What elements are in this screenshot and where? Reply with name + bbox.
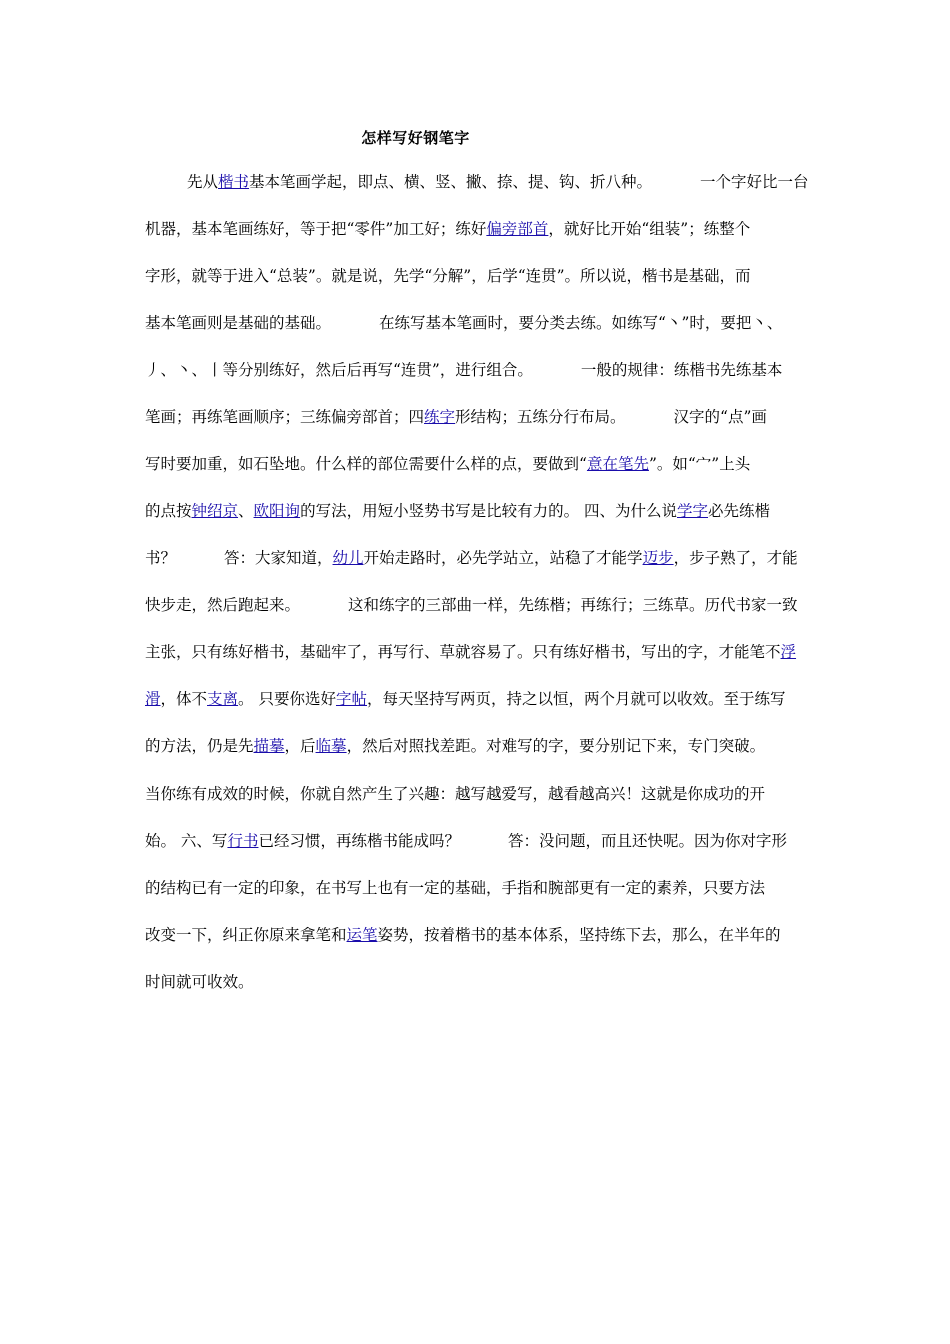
link-yizaibixian[interactable]: 意在笔先 — [586, 455, 649, 473]
paragraph-line — [145, 265, 815, 287]
link-xingshu[interactable]: 行书 — [227, 832, 259, 850]
text: ，后 — [284, 737, 316, 755]
link-ouyangxun[interactable]: 欧阳询 — [253, 502, 301, 520]
text: 基本笔画学起，即点、横、竖、撇、捺、提、钩、折八种。 — [249, 173, 653, 191]
text: 汉字的“点”画 — [673, 408, 767, 426]
text: 的结构已有一定的印象，在书写上也有一定的基础，手指和腕部更有一定的素养，只要方法 — [145, 879, 766, 897]
text: ，然后对照找差距。对难写的字，要分别记下来，专门突破。 — [346, 737, 766, 755]
link-fuhua[interactable]: 浮 — [780, 643, 797, 661]
text: 形结构；五练分行布局。 — [455, 408, 626, 426]
text: 的点按 — [145, 502, 192, 520]
link-linmo[interactable]: 临摹 — [315, 737, 347, 755]
text: ，步子熟了，才能 — [673, 549, 798, 567]
text: 。 只要你选好 — [238, 690, 336, 708]
text: 时间就可收效。 — [145, 973, 254, 991]
paragraph-line — [145, 783, 815, 805]
text: 主张，只有练好楷书，基础牢了，再写行、草就容易了。只有练好楷书，写出的字，才能笔不 — [145, 643, 781, 661]
paragraph-line — [145, 688, 815, 710]
link-pianpang-bushou[interactable]: 偏旁部首 — [486, 220, 549, 238]
paragraph-line — [145, 547, 815, 569]
text: 姿势，按着楷书的基本体系，坚持练下去，那么，在半年的 — [377, 926, 781, 944]
text: 基本笔画则是基础的基础。 — [145, 314, 332, 332]
text: 的方法，仍是先 — [145, 737, 254, 755]
link-xuezi[interactable]: 学字 — [677, 502, 709, 520]
text: ”。如“宀”上头 — [648, 455, 751, 473]
paragraph-line — [145, 406, 815, 428]
text: 这和练字的三部曲一样，先练楷；再练行；三练草。历代书家一致 — [348, 596, 798, 614]
link-kaishu[interactable]: 楷书 — [218, 173, 250, 191]
text: 丿、丶、丨等分别练好，然后后再写“连贯”，进行组合。 — [145, 361, 533, 379]
text: 开始走路时，必先学站立，站稳了才能学 — [363, 549, 643, 567]
text: 先从 — [187, 173, 219, 191]
paragraph-line — [145, 500, 815, 522]
paragraph-line — [145, 641, 815, 663]
text: ，每天坚持写两页，持之以恒，两个月就可以收效。至于练写 — [367, 690, 786, 708]
link-yunbi[interactable]: 运笔 — [346, 926, 378, 944]
text: 机器，基本笔画练好，等于把“零件”加工好；练好 — [145, 220, 487, 238]
text: 必先练楷 — [708, 502, 771, 520]
text: 答：大家知道， — [224, 549, 333, 567]
paragraph-line — [145, 312, 815, 334]
text: 快步走，然后跑起来。 — [145, 596, 301, 614]
link-miaomo[interactable]: 描摹 — [253, 737, 285, 755]
text: 在练写基本笔画时，要分类去练。如练写“丶”时，要把丶、 — [379, 314, 783, 332]
link-zhili[interactable]: 支离 — [207, 690, 239, 708]
paragraph-line — [145, 877, 815, 899]
link-lianzi[interactable]: 练字 — [424, 408, 456, 426]
link-fuhua-cont[interactable]: 滑 — [145, 690, 161, 708]
text: 笔画；再练笔画顺序；三练偏旁部首；四 — [145, 408, 425, 426]
paragraph-line — [145, 594, 815, 616]
paragraph-line — [145, 924, 815, 946]
text: 已经习惯，再练楷书能成吗？ — [258, 832, 460, 850]
text: 当你练有成效的时候，你就自然产生了兴趣：越写越爱写，越看越高兴！这就是你成功的开 — [145, 785, 766, 803]
text: 写时要加重，如石坠地。什么样的部位需要什么样的点，要做到“ — [145, 455, 587, 473]
text: ，体不 — [160, 690, 208, 708]
text: 书？ — [145, 549, 177, 567]
text: 改变一下，纠正你原来拿笔和 — [145, 926, 347, 944]
text: ，就好比开始“组装”；练整个 — [548, 220, 751, 238]
paragraph-line — [145, 971, 815, 993]
text: 一个字好比一台 — [700, 173, 809, 191]
link-zitie[interactable]: 字帖 — [335, 690, 367, 708]
text: 的写法，用短小竖势书写是比较有力的。 四、为什么说 — [300, 502, 677, 520]
paragraph-line — [145, 453, 815, 475]
paragraph-line — [145, 218, 815, 240]
text: 一般的规律：练楷书先练基本 — [580, 361, 783, 379]
link-zhongshaojing[interactable]: 钟绍京 — [191, 502, 239, 520]
text: 、 — [238, 502, 254, 520]
text: 始。 六、写 — [145, 832, 228, 850]
paragraph-line — [145, 735, 815, 757]
paragraph-line — [145, 830, 815, 852]
page-title: 怎样写好钢笔字 — [361, 129, 470, 147]
text: 字形，就等于进入“总装”。就是说，先学“分解”，后学“连贯”。所以说，楷书是基础，而 — [145, 267, 751, 285]
text: 答：没问题，而且还快呢。因为你对字形 — [507, 832, 787, 850]
paragraph-line — [145, 359, 815, 381]
link-youer[interactable]: 幼儿 — [332, 549, 364, 567]
paragraph-line — [187, 171, 857, 193]
link-maibu[interactable]: 迈步 — [642, 549, 674, 567]
